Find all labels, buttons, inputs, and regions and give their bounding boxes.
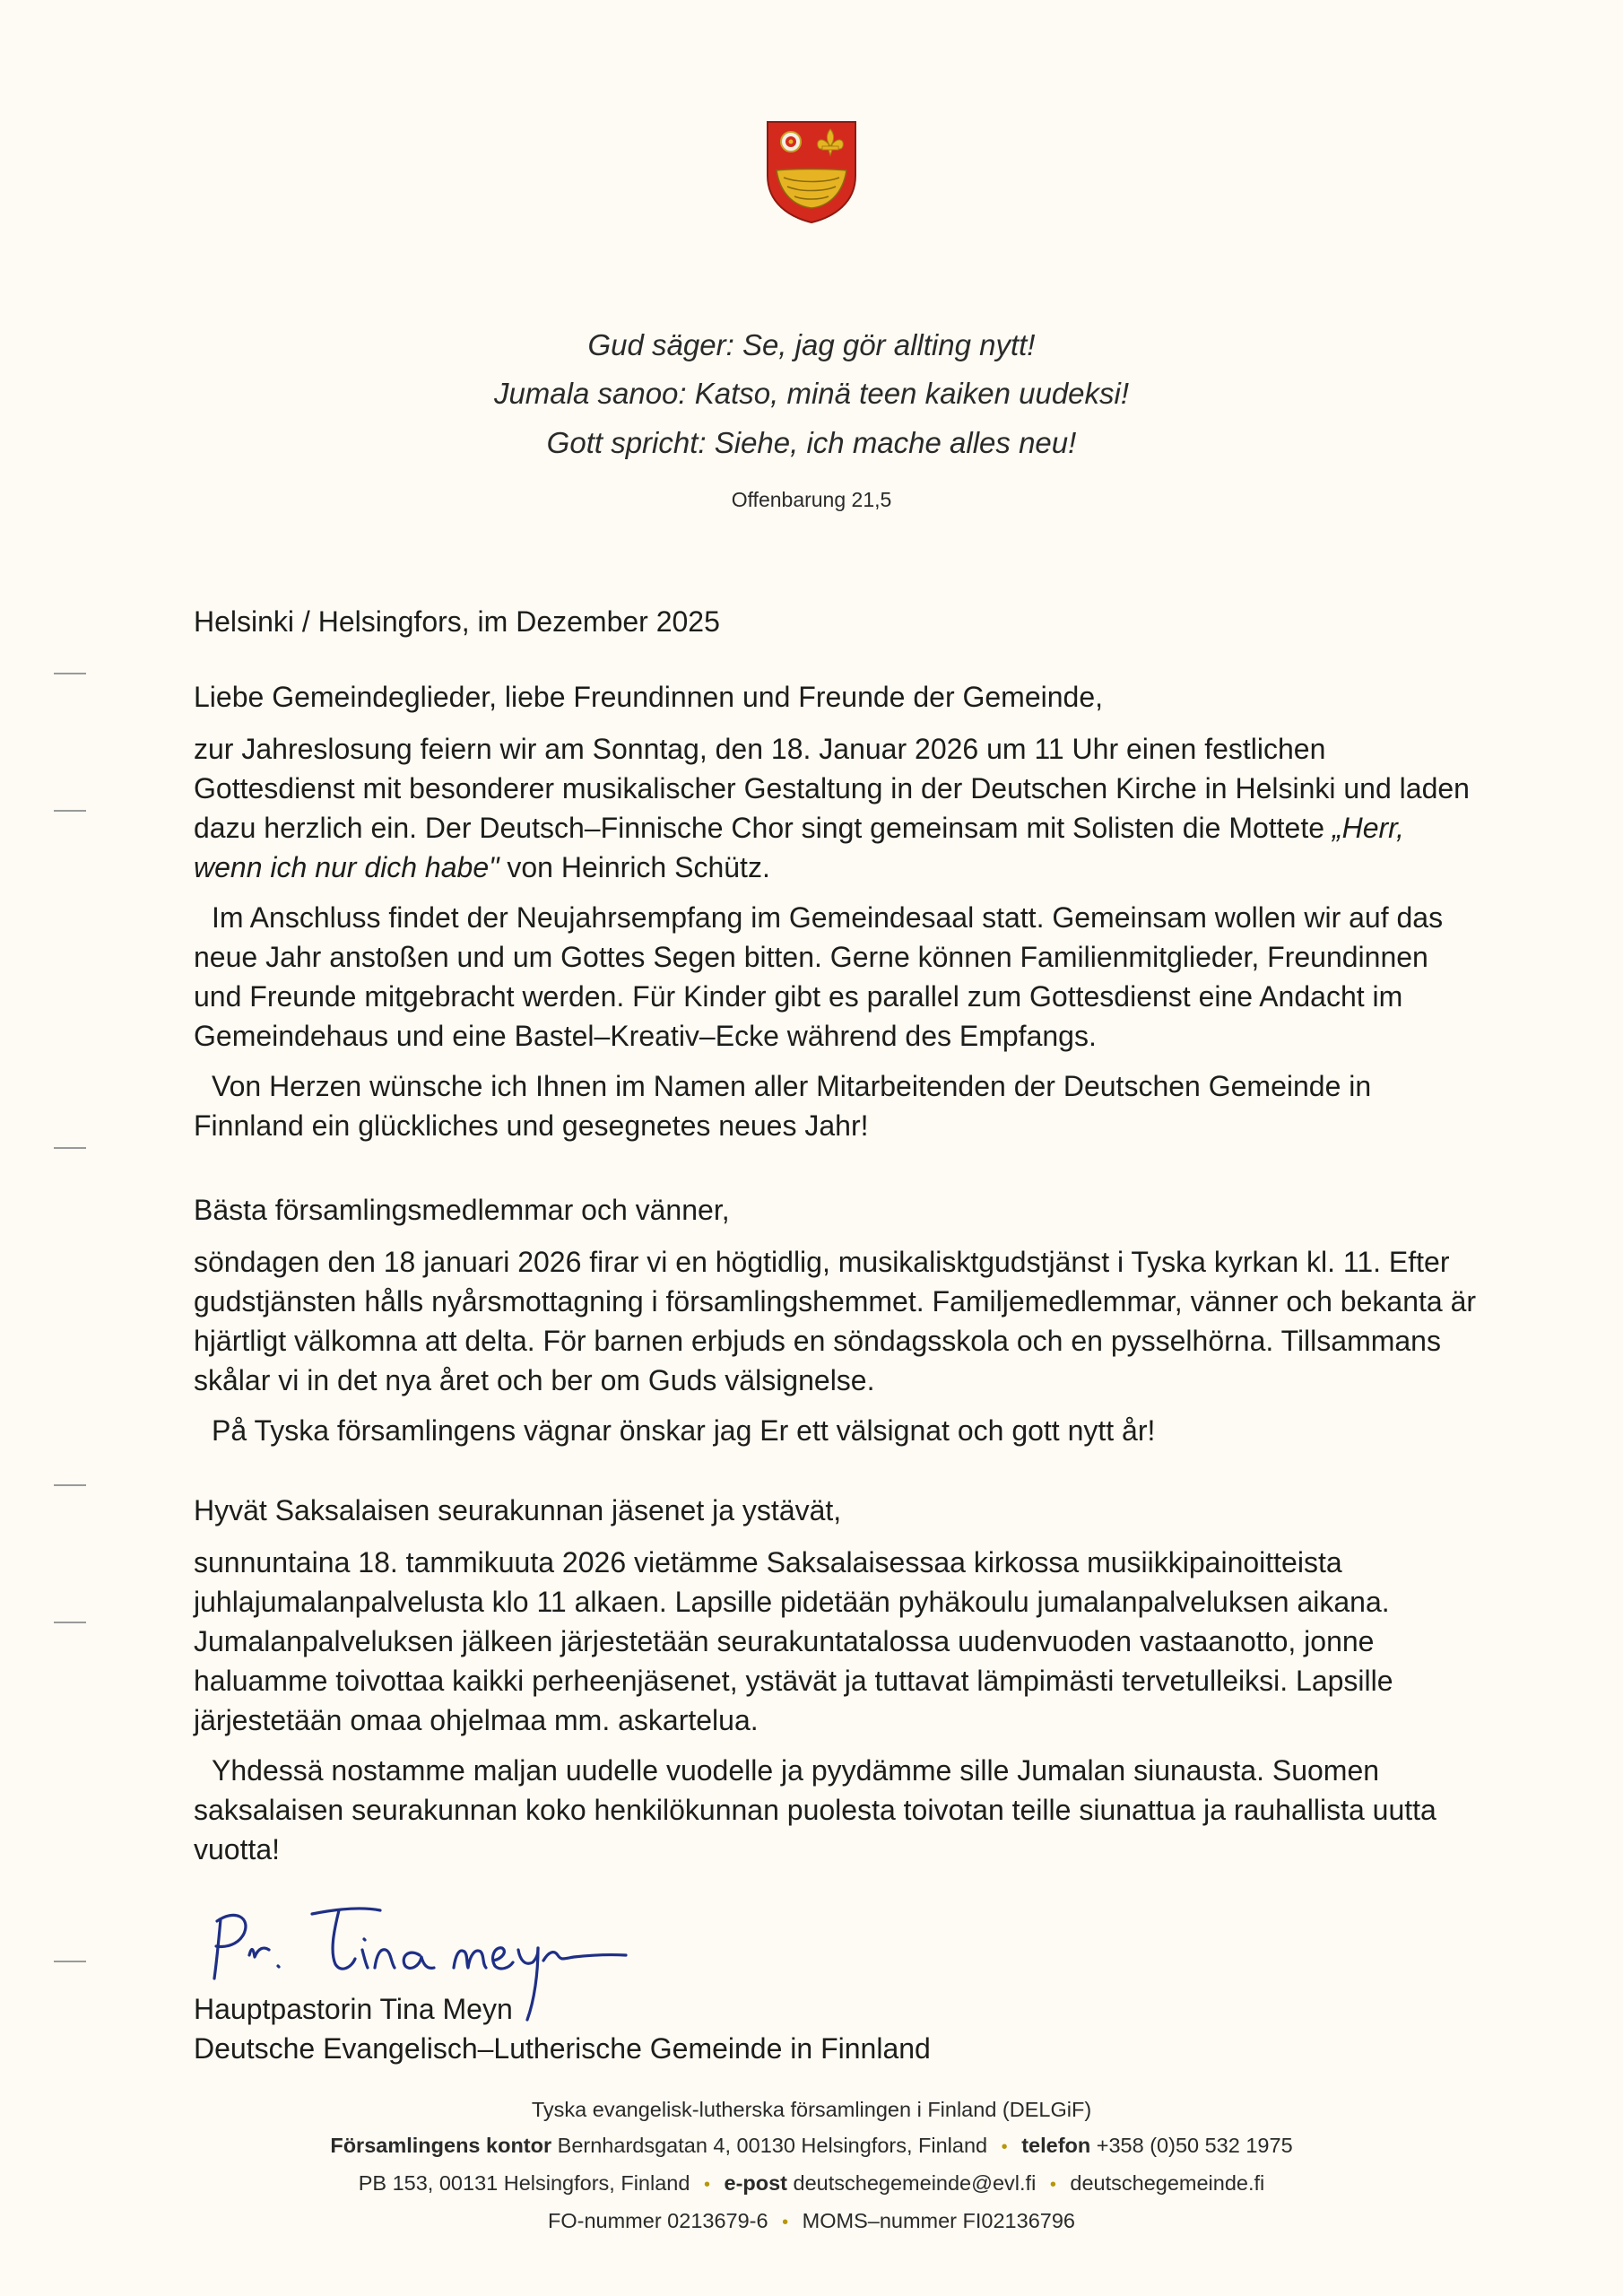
fold-mark [54,673,86,674]
fold-mark [54,810,86,812]
motto-line-german: Gott spricht: Siehe, ich mache alles neu! [546,426,1077,459]
swedish-paragraph-2: På Tyska församlingens vägnar önskar jag Er ett välsignat och gott nytt år! [212,1414,1156,1447]
signer-organization: Deutsche Evangelisch–Lutherische Gemeinde in Finnland [194,2032,931,2065]
motto-line-swedish: Gud säger: Se, jag gör allting nytt! [587,328,1036,361]
separator-dot: • [703,2175,710,2195]
finnish-section [194,1491,1476,1869]
place-date-text: Helsinki / Helsingfors, im Dezember 2025 [194,605,720,638]
office-label: Församlingens kontor [330,2134,552,2157]
fold-mark [54,1147,86,1149]
fold-mark [54,1961,86,1962]
footer-org-name: Tyska evangelisk-lutherska församlingen i Finland (DELGiF) [531,2098,1092,2121]
swedish-section [194,1190,1476,1450]
swedish-paragraph-1: söndagen den 18 januari 2026 firar vi en högtidlig, musikalisktgudstjänst i Tyska kyrkan kl. 11. Efter gudstjänsten hålls nyårsmottagning i församlingshemmet. Familjemedlemmar, vänner och bekanta är hjärtligt välkomna att delta. För barnen erbjuds en söndagsskola och en pysselhörna. Tillsammans skålar vi in det nya året och ber om Guds välsignelse. [194,1246,1477,1396]
signer-name: Hauptpastorin Tina Meyn [194,1993,513,2025]
fold-mark [54,1622,86,1623]
finnish-salutation: Hyvät Saksalaisen seurakunnan jäsenet ja ystävät, [194,1494,842,1526]
fo-number: FO-nummer 0213679-6 [548,2209,768,2232]
coat-of-arms-icon [766,120,857,224]
finnish-paragraph-1: sunnuntaina 18. tammikuuta 2026 vietämme Saksalaisessaa kirkossa musiikkipainoitteista juhlajumalanpalvelusta klo 11 alkaen. Lapsille pidetään pyhäkoulu jumalanpalveluksen aikana. Jumalanpalveluksen jälkeen järjestetään seurakuntatalossa uudenvuoden vastaanotto, jonne haluamme toivottaa kaikki perheenjäsenet, ystävät ja tuttavat lämpimästi tervetulleiksi. Lapsille järjestetään omaa ohjelmaa mm. askartelua. [194,1546,1393,1736]
separator-dot: • [1049,2175,1056,2195]
footer-postal-line [0,2165,1623,2203]
finnish-paragraph-2: Yhdessä nostamme maljan uudelle vuodelle ja pyydämme sille Jumalan siunausta. Suomen saksalaisen seurakunnan koko henkilökunnan puolesta toivotan teille siunattua ja rauhallista uutta vuotta! [194,1754,1436,1866]
footer-contact-line [0,2127,1623,2165]
footer-registration-line [0,2203,1623,2240]
office-address: Bernhardsgatan 4, 00130 Helsingfors, Finland [557,2134,988,2157]
email-address: deutschegemeinde@evl.fi [793,2171,1037,2195]
swedish-salutation: Bästa församlingsmedlemmar och vänner, [194,1194,730,1226]
fold-mark [54,1484,86,1486]
german-p1-text: zur Jahreslosung feiern wir am Sonntag, den 18. Januar 2026 um 11 Uhr einen festlichen Gottesdienst mit besonderer musikalischer Gestaltung in der Deutschen Kirche in Helsinki und laden dazu herzlich ein. Der Deutsch–Finnische Chor singt gemeinsam mit Solisten die Mottete [194,733,1470,844]
email-label: e-post [724,2171,787,2195]
german-paragraph-2: Im Anschluss findet der Neujahrsempfang im Gemeindesaal statt. Gemeinsam wollen wir auf das neue Jahr anstoßen und um Gottes Segen bitten. Gerne können Familienmitglieder, Freundinnen und Freunde mitgebracht werden. Für Kinder gibt es parallel zum Gottesdienst eine Andacht im Gemeindehaus und eine Bastel–Kreativ–Ecke während des Empfangs. [194,901,1444,1052]
phone-number: +358 (0)50 532 1975 [1096,2134,1293,2157]
motet-title: „Herr, wenn ich nur dich habe" [194,812,1404,883]
german-paragraph-3: Von Herzen wünsche ich Ihnen im Namen aller Mitarbeitenden der Deutschen Gemeinde in Finnland ein glückliches und gesegnetes neues Jahr! [194,1070,1372,1142]
moms-number: MOMS–nummer FI02136796 [802,2209,1075,2232]
german-salutation: Liebe Gemeindeglieder, liebe Freundinnen und Freunde der Gemeinde, [194,681,1104,713]
po-box: PB 153, 00131 Helsingfors, Finland [358,2171,690,2195]
place-date [194,602,1476,641]
separator-dot: • [1001,2137,1008,2157]
german-p1-end: von Heinrich Schütz. [499,851,770,883]
separator-dot: • [782,2213,789,2232]
german-paragraph-1 [194,729,1476,887]
signer-block [194,1989,931,2068]
motto-line-finnish: Jumala sanoo: Katso, minä teen kaiken uudeksi! [493,377,1130,410]
letterhead-footer [0,2092,1623,2240]
phone-label: telefon [1021,2134,1091,2157]
website: deutschegemeinde.fi [1070,2171,1265,2195]
german-section [194,677,1476,1145]
motto-reference: Offenbarung 21,5 [731,488,892,511]
